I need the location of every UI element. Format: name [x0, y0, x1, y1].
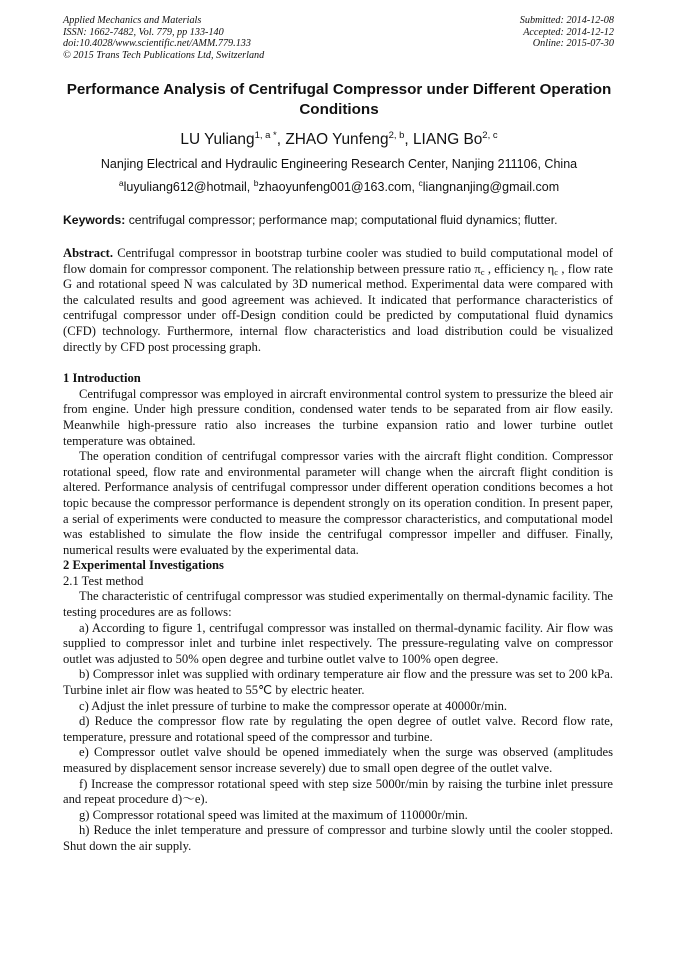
email-address: zhaoyunfeng001@163.com, [258, 180, 419, 194]
copyright-line: © 2015 Trans Tech Publications Ltd, Switzerland [63, 49, 265, 61]
online-date: Online: 2015-07-30 [532, 38, 614, 50]
author-separator: , [404, 131, 413, 148]
publication-dates [520, 15, 614, 50]
procedure-step: d) Reduce the compressor flow rate by regulating the open degree of outlet valve. Record flow rate, temperature, pressure and rotational speed of the compressor and turbine. [63, 714, 613, 744]
procedure-step: a) According to figure 1, centrifugal compressor was installed on thermal-dynamic facility. Air flow was supplied to compressor inlet and turbine inlet respectively. The pressure-regulating valve on compressor outlet was adjusted to 50% open degree and turbine outlet valve to 100% open degree. [63, 620, 613, 666]
paragraph: The characteristic of centrifugal compressor was studied experimentally on thermal-dynamic facility. The testing procedures are as follows: [63, 589, 613, 620]
procedure-step: f) Increase the compressor rotational speed with step size 5000r/min by raising the turbine inlet pressure and repeat procedure d)～e). [63, 776, 613, 807]
paper-title: Performance Analysis of Centrifugal Compressor under Different Operation Conditions [66, 81, 612, 118]
author-affiliation-mark: 1, a * [254, 130, 277, 141]
subscript: c [480, 266, 485, 277]
abstract-text: , flow rate G and rotational speed N was calculated by 3D numerical method. Experimental data were compared with the calculated results and good agreement was achieved. It indicated that performance characteristics of centrifugal compressor under off-Design condition could be predicted by computational fluid dynamics (CFD) technology. Furthermore, internal flow characteristics and load distribution could be visualized directly by CFD post processing graph. [63, 261, 613, 354]
doi-line: doi:10.4028/www.scientific.net/AMM.779.133 [63, 38, 251, 50]
email-mark: c [418, 178, 423, 188]
procedure-step: g) Compressor rotational speed was limited at the maximum of 110000r/min. [79, 807, 468, 822]
subsection-heading: 2.1 Test method [63, 573, 144, 588]
procedure-step: h) Reduce the inlet temperature and pressure of compressor and turbine slowly until the cooler stopped. Shut down the air supply. [63, 823, 613, 853]
abstract [63, 246, 613, 355]
email-mark: b [253, 178, 259, 188]
section-heading: 1 Introduction [63, 371, 141, 386]
paragraph: The operation condition of centrifugal compressor varies with the aircraft flight condition. Compressor rotational speed, flow rate and environmental parameter will change when the aircraft flight condition is altered. Performance analysis of centrifugal compressor under different operation conditions becomes a hot topic because the compressor performance is dependent strongly on its operation condition. In present paper, a serial of experiments were conducted to measure the compressor characteristics, and computational model was established to simulate the flow inside the centrifugal compressor impeller and diffuser. Finally, numerical results were evaluated by the experimental data. [63, 449, 613, 557]
procedure-step: b) Compressor inlet was supplied with ordinary temperature air flow and the pressure was set to 200 kPa. Turbine inlet air flow was heated to 55℃ by electric heater. [63, 667, 613, 698]
paragraph: Centrifugal compressor was employed in aircraft environmental control system to pressurize the bleed air from engine. Under high pressure condition, condensed water tends to be separated from air flow easily. Meanwhile high-pressure ratio also increases the turbine expansion ratio and lower turbine outlet temperature was obtained. [63, 386, 613, 448]
abstract-text: Centrifugal compressor in bootstrap turbine cooler was studied to build computational model of flow domain for compressor component. The relationship between pressure ratio π [63, 246, 613, 276]
author-name: LIANG Bo [412, 131, 483, 148]
keywords [63, 212, 623, 228]
email-address: luyuliang612@hotmail, [123, 180, 254, 194]
email-list [20, 179, 658, 195]
abstract-text: , efficiency η [484, 261, 555, 276]
author-separator: , [276, 131, 286, 148]
author-name: LU Yuliang [180, 131, 255, 148]
journal-info [63, 15, 264, 61]
email-address: liangnanjing@gmail.com [422, 180, 560, 194]
accepted-date: Accepted: 2014-12-12 [523, 26, 614, 38]
paper-body [63, 246, 613, 855]
keywords-label: Keywords: [63, 213, 126, 227]
submitted-date: Submitted: 2014-12-08 [519, 15, 614, 26]
author-affiliation-mark: 2, b [388, 130, 405, 141]
issn-line: ISSN: 1662-7482, Vol. 779, pp 133-140 [63, 26, 224, 38]
email-mark: a [118, 178, 124, 188]
journal-name: Applied Mechanics and Materials [63, 15, 202, 26]
section-heading: 2 Experimental Investigations [63, 558, 224, 573]
subscript: c [554, 266, 559, 277]
abstract-label: Abstract. [63, 246, 114, 260]
keywords-text: centrifugal compressor; performance map; computational fluid dynamics; flutter. [125, 213, 558, 227]
affiliation: Nanjing Electrical and Hydraulic Engineering Research Center, Nanjing 211106, China [100, 157, 578, 171]
author-affiliation-mark: 2, c [482, 130, 498, 141]
procedure-step: e) Compressor outlet valve should be opened immediately when the surge was observed (amplitudes measured by displacement sensor increase severely) due to small open degree of the outlet valve. [63, 745, 613, 775]
author-name: ZHAO Yunfeng [285, 131, 389, 148]
author-list [20, 130, 658, 150]
procedure-step: c) Adjust the inlet pressure of turbine to make the compressor operate at 40000r/min. [79, 698, 508, 713]
